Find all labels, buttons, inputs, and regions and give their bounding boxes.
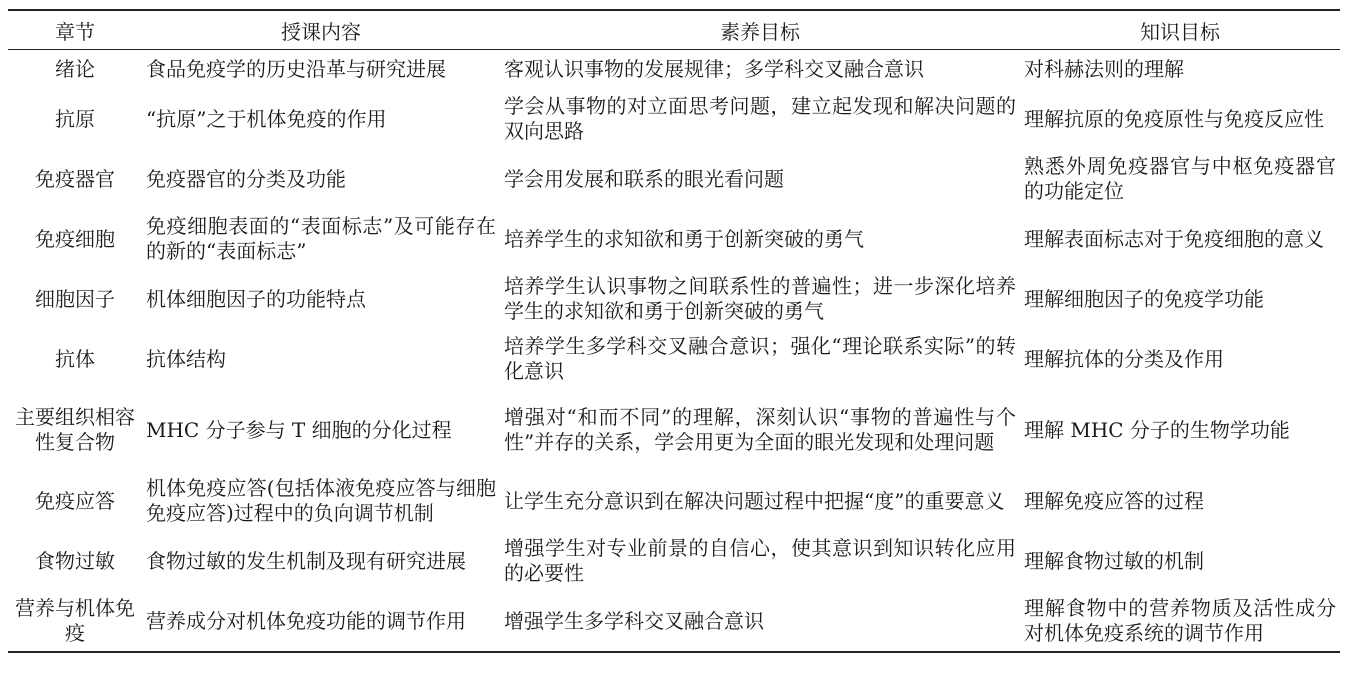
cell-knowledge: 理解食物中的营养物质及活性成分对机体免疫系统的调节作用 [1024, 596, 1336, 645]
table-row [8, 591, 1340, 652]
cell-content: MHC 分子参与 T 细胞的分化过程 [146, 417, 452, 442]
cell-chapter: 绪论 [55, 57, 95, 81]
cell-content: 食品免疫学的历史沿革与研究进展 [146, 57, 446, 81]
cell-chapter: 免疫应答 [35, 488, 115, 513]
cell-knowledge: 理解抗体的分类及作用 [1024, 346, 1224, 371]
cell-literacy: 增强学生多学科交叉融合意识 [504, 608, 764, 633]
cell-chapter: 抗体 [55, 346, 95, 371]
table-row [8, 389, 1340, 471]
header-chapter: 章节 [55, 19, 95, 44]
cell-content: 食物过敏的发生机制及现有研究进展 [146, 548, 466, 573]
cell-literacy: 培养学生认识事物之间联系性的普遍性；进一步深化培养学生的求知欲和勇于创新突破的勇气 [504, 274, 1016, 323]
cell-literacy: 增强对“和而不同”的理解，深刻认识“事物的普遍性与个性”并存的关系，学会用更为全面的眼光发现和处理问题 [504, 405, 1016, 454]
cell-literacy: 增强学生对专业前景的自信心，使其意识到知识转化应用的必要性 [504, 536, 1016, 585]
cell-content: 营养成分对机体免疫功能的调节作用 [146, 608, 466, 633]
cell-content: 机体免疫应答(包括体液免疫应答与细胞免疫应答)过程中的负向调节机制 [146, 476, 496, 525]
table-row [8, 471, 1340, 531]
cell-chapter: 免疫器官 [35, 166, 115, 191]
table-row [8, 531, 1340, 591]
cell-content: 免疫器官的分类及功能 [146, 166, 346, 191]
cell-knowledge: 理解抗原的免疫原性与免疫反应性 [1024, 106, 1324, 131]
cell-knowledge: 理解食物过敏的机制 [1024, 548, 1204, 573]
table-row [8, 209, 1340, 269]
cell-literacy: 学会从事物的对立面思考问题，建立起发现和解决问题的双向思路 [504, 94, 1016, 143]
cell-chapter: 细胞因子 [35, 286, 115, 311]
cell-literacy: 培养学生多学科交叉融合意识；强化“理论联系实际”的转化意识 [504, 334, 1016, 383]
cell-knowledge: 理解 MHC 分子的生物学功能 [1024, 417, 1290, 442]
cell-chapter: 食物过敏 [35, 548, 115, 573]
cell-content: “抗原”之于机体免疫的作用 [146, 106, 387, 131]
cell-literacy: 让学生充分意识到在解决问题过程中把握“度”的重要意义 [504, 488, 1005, 513]
table-row [8, 329, 1340, 389]
header-content: 授课内容 [281, 19, 361, 44]
cell-content: 免疫细胞表面的“表面标志”及可能存在的新的“表面标志” [146, 214, 496, 263]
table-row [8, 149, 1340, 209]
cell-literacy: 客观认识事物的发展规律；多学科交叉融合意识 [504, 57, 924, 81]
header-literacy-goal: 素养目标 [720, 19, 800, 44]
cell-chapter: 主要组织相容性复合物 [15, 405, 135, 454]
cell-literacy: 学会用发展和联系的眼光看问题 [504, 166, 784, 191]
table-row [8, 89, 1340, 149]
table-row [8, 269, 1340, 329]
cell-chapter: 营养与机体免疫 [15, 596, 135, 645]
course-table-container [8, 9, 1340, 653]
cell-knowledge: 理解免疫应答的过程 [1024, 488, 1204, 513]
cell-chapter: 抗原 [55, 106, 95, 131]
cell-knowledge: 熟悉外周免疫器官与中枢免疫器官的功能定位 [1024, 154, 1336, 203]
cell-knowledge: 理解细胞因子的免疫学功能 [1024, 286, 1264, 311]
cell-content: 抗体结构 [146, 346, 226, 371]
table-row [8, 50, 1340, 90]
table-header-row [8, 10, 1340, 50]
cell-content: 机体细胞因子的功能特点 [146, 286, 366, 311]
cell-knowledge: 理解表面标志对于免疫细胞的意义 [1024, 226, 1324, 251]
header-knowledge-goal: 知识目标 [1140, 19, 1220, 44]
course-ideology-table [8, 9, 1340, 653]
cell-literacy: 培养学生的求知欲和勇于创新突破的勇气 [504, 226, 864, 251]
cell-knowledge: 对科赫法则的理解 [1024, 57, 1184, 81]
cell-chapter: 免疫细胞 [35, 226, 115, 251]
